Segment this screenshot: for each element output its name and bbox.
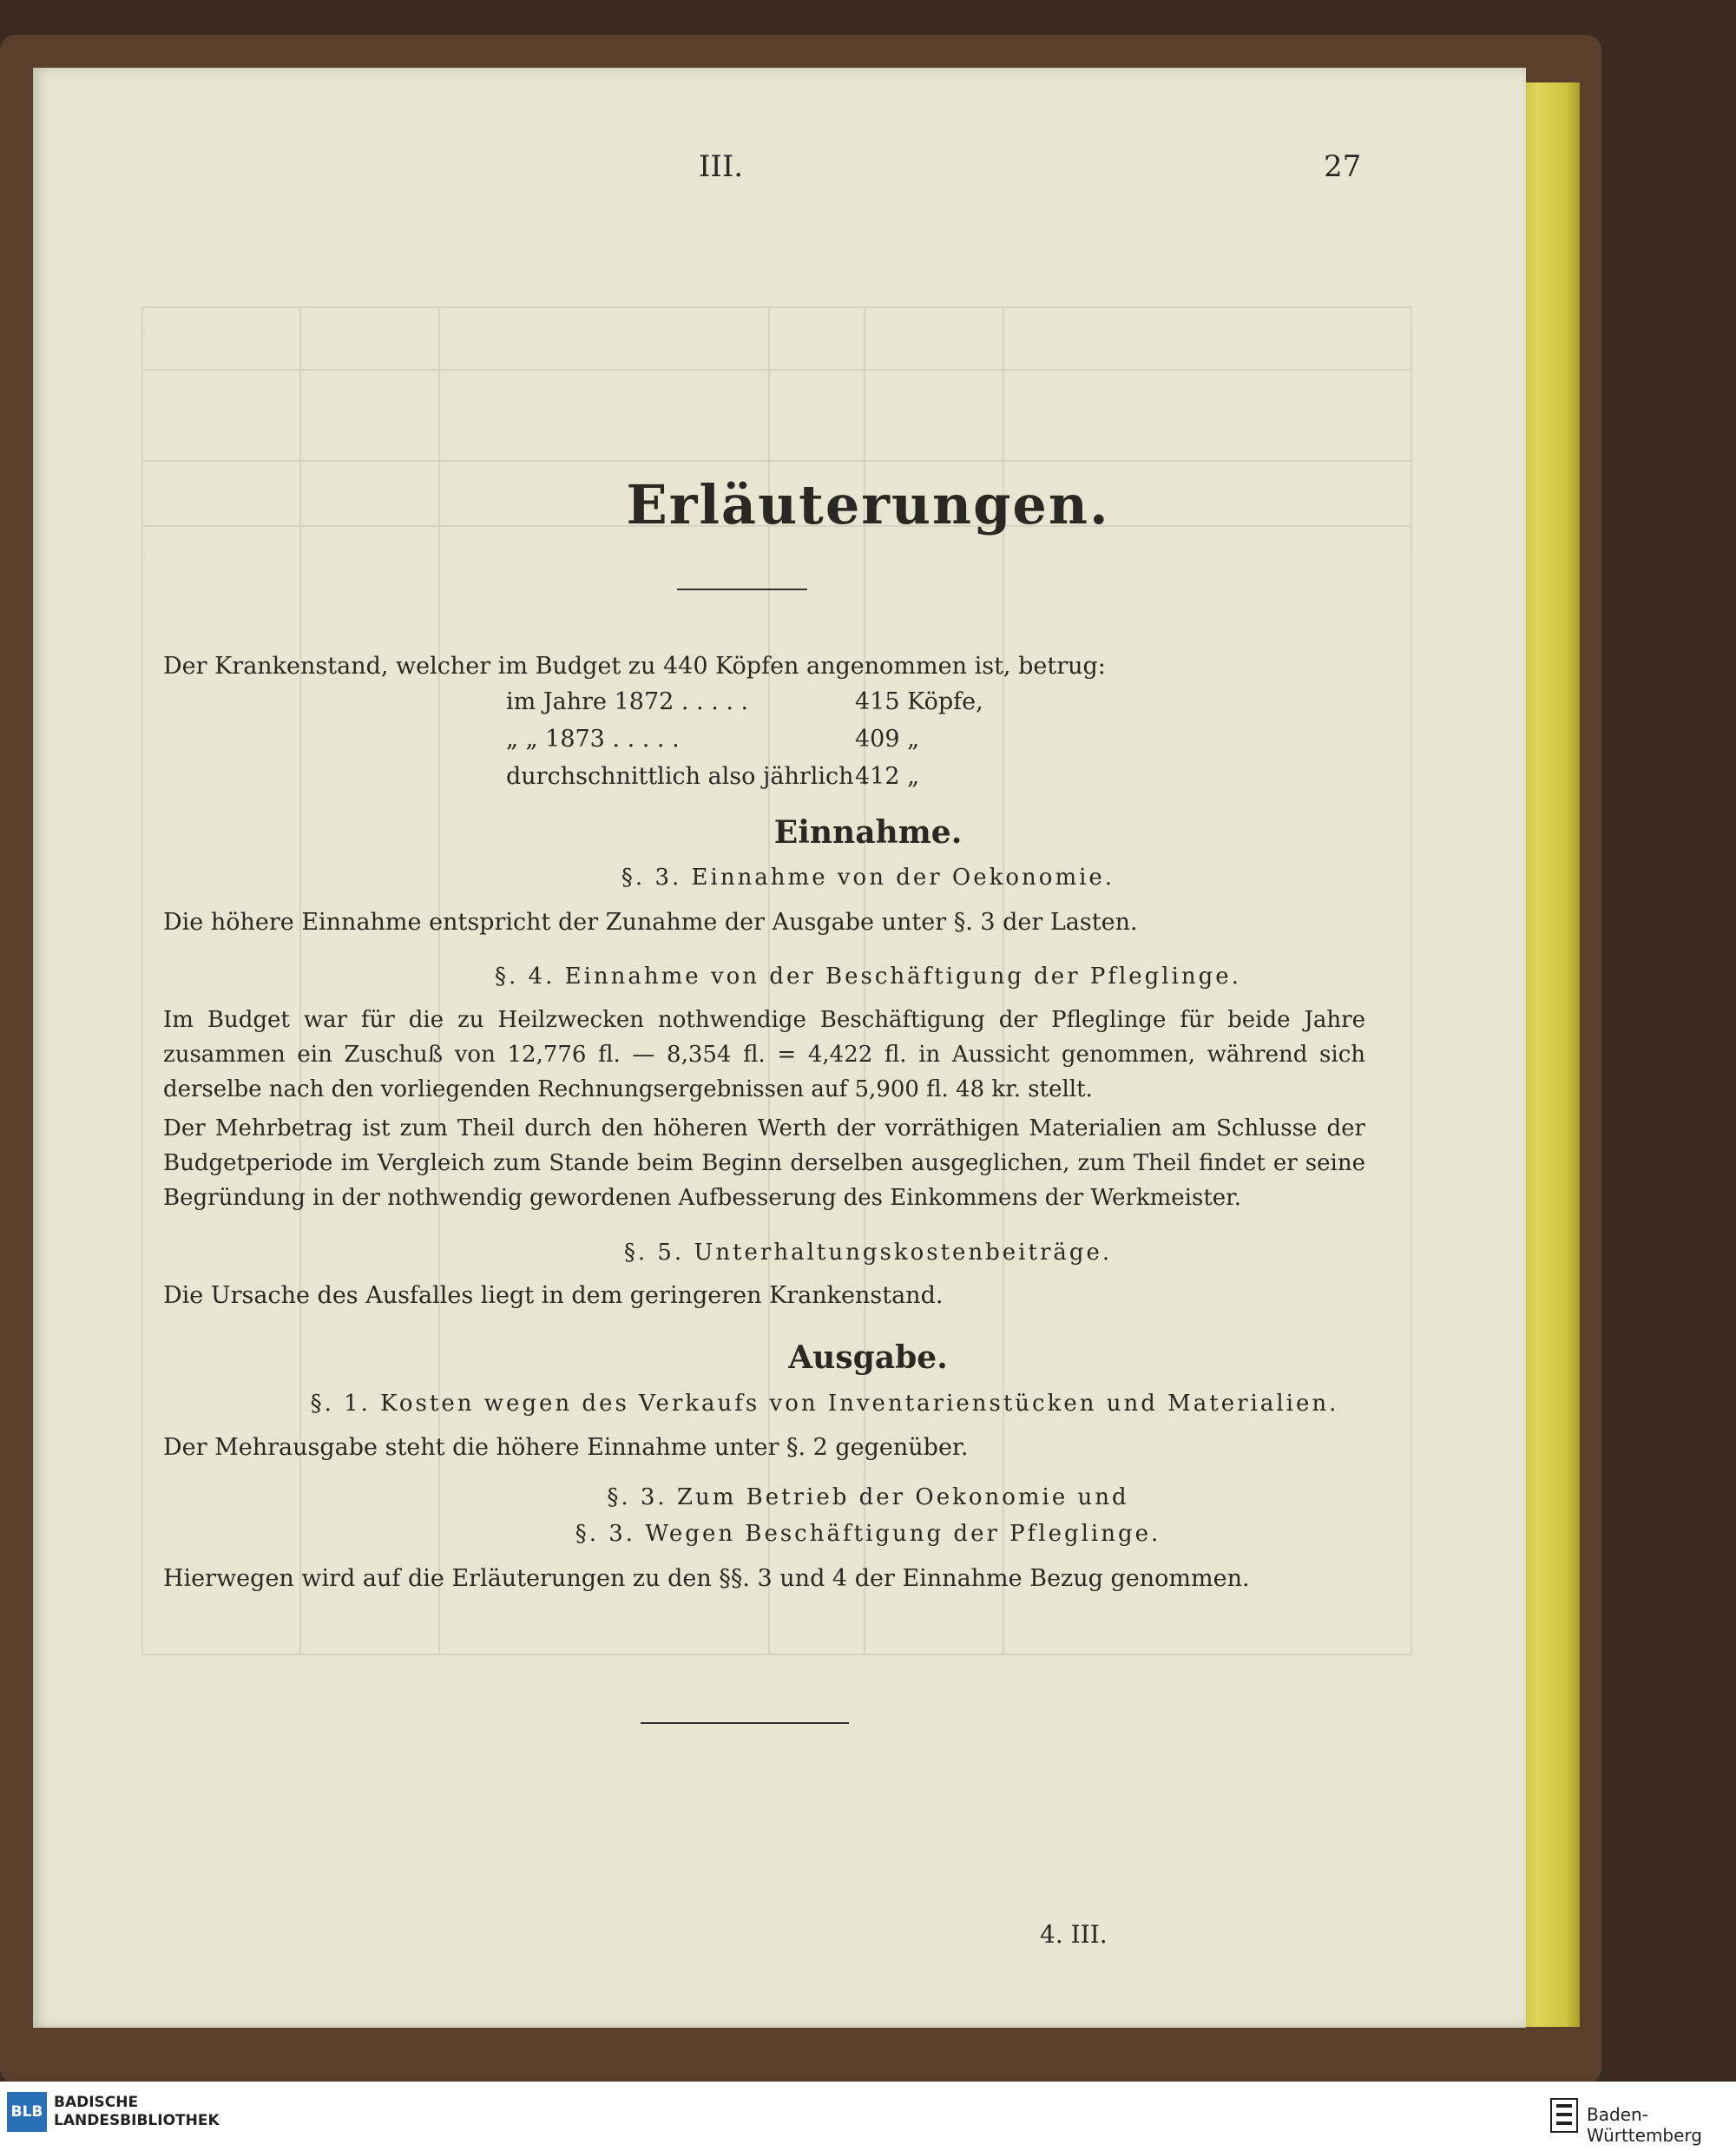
paragraph-text: Die Ursache des Ausfalles liegt in dem geringeren Krankenstand. (163, 1282, 944, 1309)
paragraph-text: Hierwegen wird auf die Erläuterungen zu den §§. 3 und 4 der Einnahme Bezug genommen. (163, 1565, 1250, 1592)
paragraph-text: Der Mehrausgabe steht die höhere Einnahme unter §. 2 gegenüber. (163, 1434, 969, 1461)
footer-bar (0, 2082, 1736, 2151)
signature-mark: 4. III. (1040, 1920, 1108, 1949)
library-name: BADISCHE LANDESBIBLIOTHEK (54, 2094, 220, 2129)
state-name: Baden-Württemberg (1587, 2104, 1702, 2146)
paragraph-text: Der Mehrbetrag ist zum Theil durch den höheren Werth der vorräthigen Materialien am Schlusse der Budgetperiode im Vergleich zum Stande beim Beginn derselben ausgeglichen, zum Theil findet er seine Begründung in der nothwendig gewordenen Aufbesserung des Einkommens der Werkmeister. (163, 1115, 1365, 1211)
section-heading-einnahme: Einnahme. (773, 814, 963, 851)
intro-row-value: 412 „ (855, 763, 920, 790)
intro-row-value: 409 „ (855, 726, 920, 753)
intro-row-label: durchschnittlich also jährlich . (506, 763, 869, 790)
paragraph-heading: §. 4. Einnahme von der Beschäftigung der Pfleglinge. (495, 964, 1241, 990)
paragraph-heading: §. 3. Wegen Beschäftigung der Pfleglinge. (575, 1521, 1161, 1547)
title-rule (677, 589, 807, 590)
intro-row-label: im Jahre 1872 . . . . . (506, 688, 749, 715)
chapter-number: III. (699, 149, 744, 184)
closing-rule (641, 1722, 849, 1724)
intro-sentence: Der Krankenstand, welcher im Budget zu 440 Köpfen angenommen ist, betrug: (163, 653, 1106, 680)
intro-row-label: „ „ 1873 . . . . . (506, 726, 680, 753)
page-number: 27 (1324, 149, 1362, 184)
section-heading-ausgabe: Ausgabe. (788, 1339, 948, 1376)
library-logo: BLB (7, 2092, 47, 2132)
intro-row-value: 415 Köpfe, (855, 688, 983, 715)
paragraph-text: Die höhere Einnahme entspricht der Zunahme der Ausgabe unter §. 3 der Lasten. (163, 909, 1138, 936)
paragraph-heading: §. 3. Zum Betrieb der Oekonomie und (607, 1484, 1129, 1510)
paragraph-heading: §. 1. Kosten wegen des Verkaufs von Inventarienstücken und Materialien. (310, 1391, 1339, 1417)
paragraph-heading: §. 3. Einnahme von der Oekonomie. (621, 865, 1115, 891)
paragraph-heading: §. 5. Unterhaltungskostenbeiträge. (623, 1240, 1113, 1266)
page-title: Erläuterungen. (626, 473, 1110, 536)
paragraph-text: Im Budget war für die zu Heilzwecken nothwendige Beschäftigung der Pfleglinge für beide Jahre zusammen ein Zuschuß von 12,776 fl. — 8,354 fl. = 4,422 fl. in Aussicht genommen, während sich derselbe nach den vorliegenden Rechnungsergebnissen auf 5,900 fl. 48 kr. stellt. (163, 1007, 1365, 1102)
state-crest-icon (1549, 2097, 1579, 2134)
